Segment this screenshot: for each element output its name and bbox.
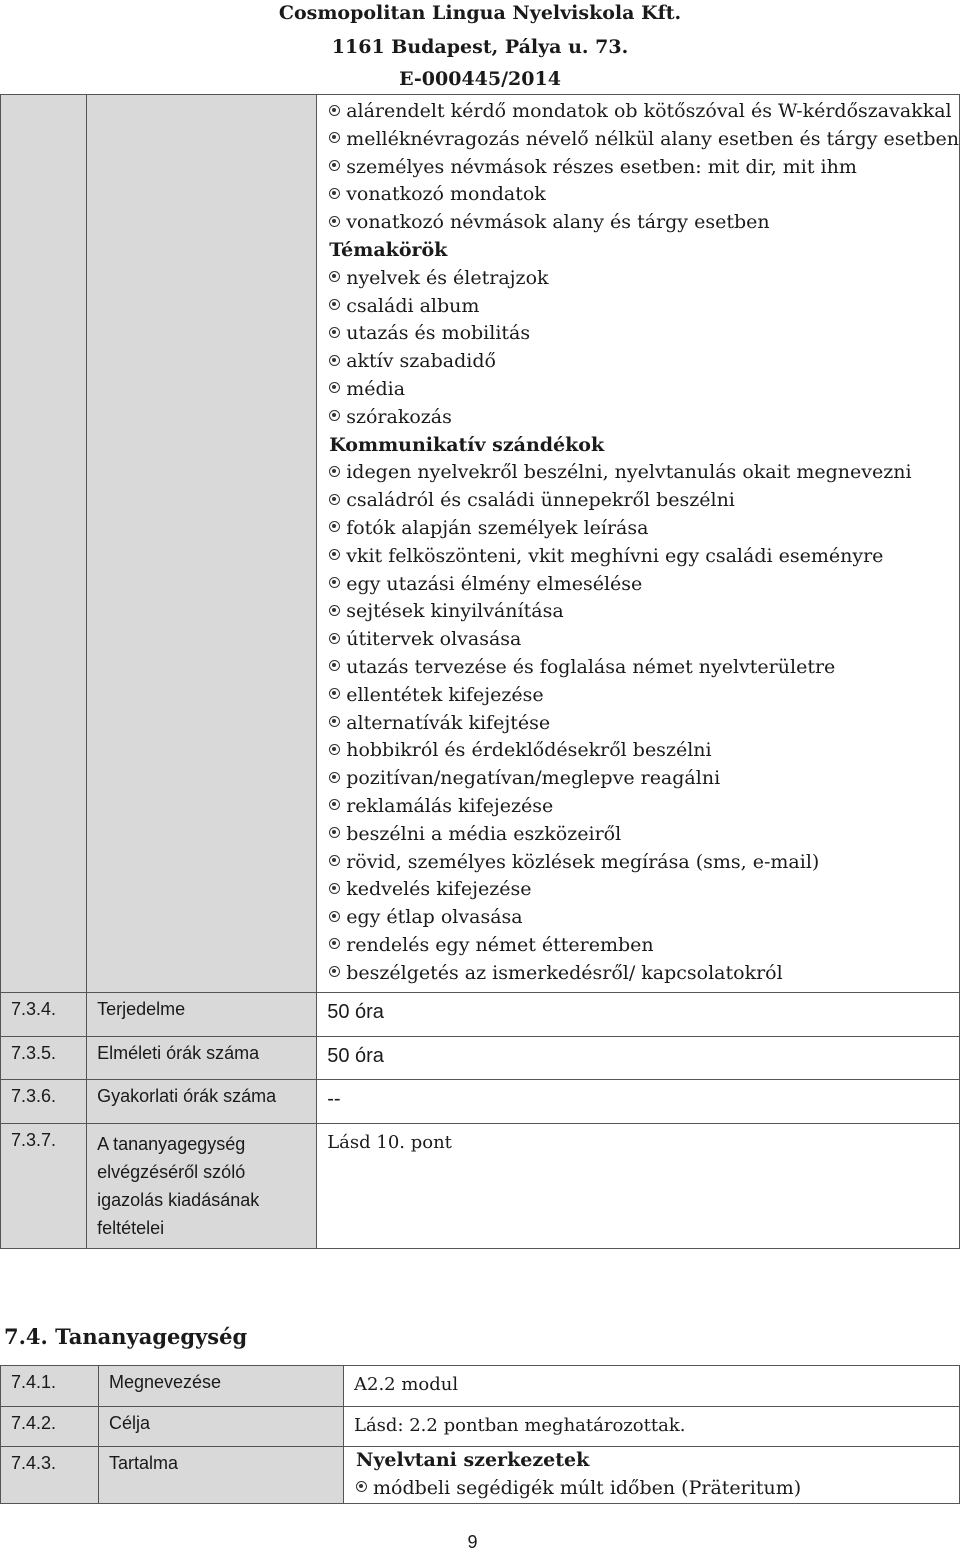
content-bullet: személyes névmások részes esetben: mit dir, mit ihm <box>329 154 959 182</box>
bullet-icon <box>329 855 340 866</box>
row-value: 50 óra <box>317 1037 960 1080</box>
row-number: 7.4.3. <box>1 1447 99 1504</box>
row-value <box>344 1447 960 1504</box>
content-bullet: fotók alapján személyek leírása <box>329 515 959 543</box>
row-label: Célja <box>99 1407 344 1447</box>
content-bullet: családi album <box>329 293 959 321</box>
content-bullet: alárendelt kérdő mondatok ob kötőszóval és W-kérdőszavakkal <box>329 98 959 126</box>
bullet-icon <box>329 772 340 783</box>
content-bullet: családról és családi ünnepekről beszélni <box>329 487 959 515</box>
bullet-icon <box>329 716 340 727</box>
bullet-icon <box>329 911 340 922</box>
content-bullet: nyelvek és életrajzok <box>329 265 959 293</box>
bullet-icon <box>329 799 340 810</box>
row-label: A tananyagegység elvégzéséről szóló igazolás kiadásának feltételei <box>87 1124 317 1249</box>
row-label: Tartalma <box>99 1447 344 1504</box>
row-number: 7.4.2. <box>1 1407 99 1447</box>
content-heading: Nyelvtani szerkezetek <box>356 1449 590 1471</box>
content-bullet: pozitívan/negatívan/meglepve reagálni <box>329 765 959 793</box>
bullet-icon <box>329 660 340 671</box>
content-bullet: média <box>329 376 959 404</box>
label-cell <box>87 95 317 993</box>
content-bullet: reklamálás kifejezése <box>329 793 959 821</box>
bullet-icon <box>329 382 340 393</box>
bullet-icon <box>329 105 340 116</box>
module-table-new <box>0 1365 960 1504</box>
bullet-icon <box>329 521 340 532</box>
bullet-icon <box>356 1481 367 1492</box>
content-list <box>317 95 959 988</box>
row-value: 50 óra <box>317 993 960 1037</box>
page-number: 9 <box>467 1532 478 1552</box>
row-number: 7.4.1. <box>1 1366 99 1407</box>
content-heading: Kommunikatív szándékok <box>329 433 605 456</box>
bullet-icon <box>329 938 340 949</box>
row-value: A2.2 modul <box>344 1366 960 1407</box>
bullet-icon <box>329 688 340 699</box>
row-number: 7.3.4. <box>1 993 87 1037</box>
content-bullet: ellentétek kifejezése <box>329 682 959 710</box>
row-label: Gyakorlati órák száma <box>87 1080 317 1124</box>
row-label: Elméleti órák száma <box>87 1037 317 1080</box>
content-bullet: vonatkozó mondatok <box>329 181 959 209</box>
content-bullet: beszélni a média eszközeiről <box>329 821 959 849</box>
content-bullet: rövid, személyes közlések megírása (sms, e-mail) <box>329 849 959 877</box>
row-number: 7.3.7. <box>1 1124 87 1249</box>
content-bullet: melléknévragozás névelő nélkül alany esetben és tárgy esetben <box>329 126 959 154</box>
bullet-icon <box>329 744 340 755</box>
content-bullet: szórakozás <box>329 404 959 432</box>
content-bullet: sejtések kinyilvánítása <box>329 598 959 626</box>
registration-number: E-000445/2014 <box>399 68 561 90</box>
content-bullet: hobbikról és érdeklődésekről beszélni <box>329 737 959 765</box>
bullet-icon <box>329 271 340 282</box>
bullet-icon <box>329 605 340 616</box>
module-table-continued <box>0 94 960 1249</box>
content-bullet: utazás és mobilitás <box>329 320 959 348</box>
row-label: Terjedelme <box>87 993 317 1037</box>
content-bullet: kedvelés kifejezése <box>329 876 959 904</box>
bullet-icon <box>329 327 340 338</box>
content-bullet: utazás tervezése és foglalása német nyelvterületre <box>329 654 959 682</box>
row-value: -- <box>317 1080 960 1124</box>
row-number: 7.3.6. <box>1 1080 87 1124</box>
school-name: Cosmopolitan Lingua Nyelviskola Kft. <box>278 2 682 24</box>
bullet-icon <box>329 466 340 477</box>
bullet-icon <box>329 216 340 227</box>
bullet-icon <box>329 827 340 838</box>
school-address: 1161 Budapest, Pálya u. 73. <box>331 36 629 58</box>
bullet-icon <box>329 132 340 143</box>
content-bullet: aktív szabadidő <box>329 348 959 376</box>
bullet-icon <box>329 577 340 588</box>
content-bullet: beszélgetés az ismerkedésről/ kapcsolatokról <box>329 960 959 988</box>
row-label: Megnevezése <box>99 1366 344 1407</box>
bullet-icon <box>329 299 340 310</box>
content-bullet: rendelés egy német étteremben <box>329 932 959 960</box>
content-bullet: alternatívák kifejtése <box>329 710 959 738</box>
bullet-icon <box>329 160 340 171</box>
row-number: 7.3.5. <box>1 1037 87 1080</box>
content-bullet: vkit felköszönteni, vkit meghívni egy családi eseményre <box>329 543 959 571</box>
content-heading: Témakörök <box>329 238 448 261</box>
content-bullet: egy étlap olvasása <box>329 904 959 932</box>
content-bullet: egy utazási élmény elmesélése <box>329 571 959 599</box>
content-bullet: módbeli segédigék múlt időben (Präteritum) <box>356 1475 959 1503</box>
row-value: Lásd: 2.2 pontban meghatározottak. <box>344 1407 960 1447</box>
number-cell <box>1 95 87 993</box>
bullet-icon <box>329 188 340 199</box>
bullet-icon <box>329 410 340 421</box>
content-bullet: idegen nyelvekről beszélni, nyelvtanulás okait megnevezni <box>329 459 959 487</box>
content-bullet: útitervek olvasása <box>329 626 959 654</box>
content-cell <box>317 95 960 993</box>
bullet-icon <box>329 494 340 505</box>
content-bullet: vonatkozó névmások alany és tárgy esetben <box>329 209 959 237</box>
bullet-icon <box>329 355 340 366</box>
row-value: Lásd 10. pont <box>317 1124 960 1249</box>
bullet-icon <box>329 883 340 894</box>
bullet-icon <box>329 549 340 560</box>
section-title: 7.4. Tananyagegység <box>4 1324 248 1349</box>
bullet-icon <box>329 633 340 644</box>
bullet-icon <box>329 966 340 977</box>
